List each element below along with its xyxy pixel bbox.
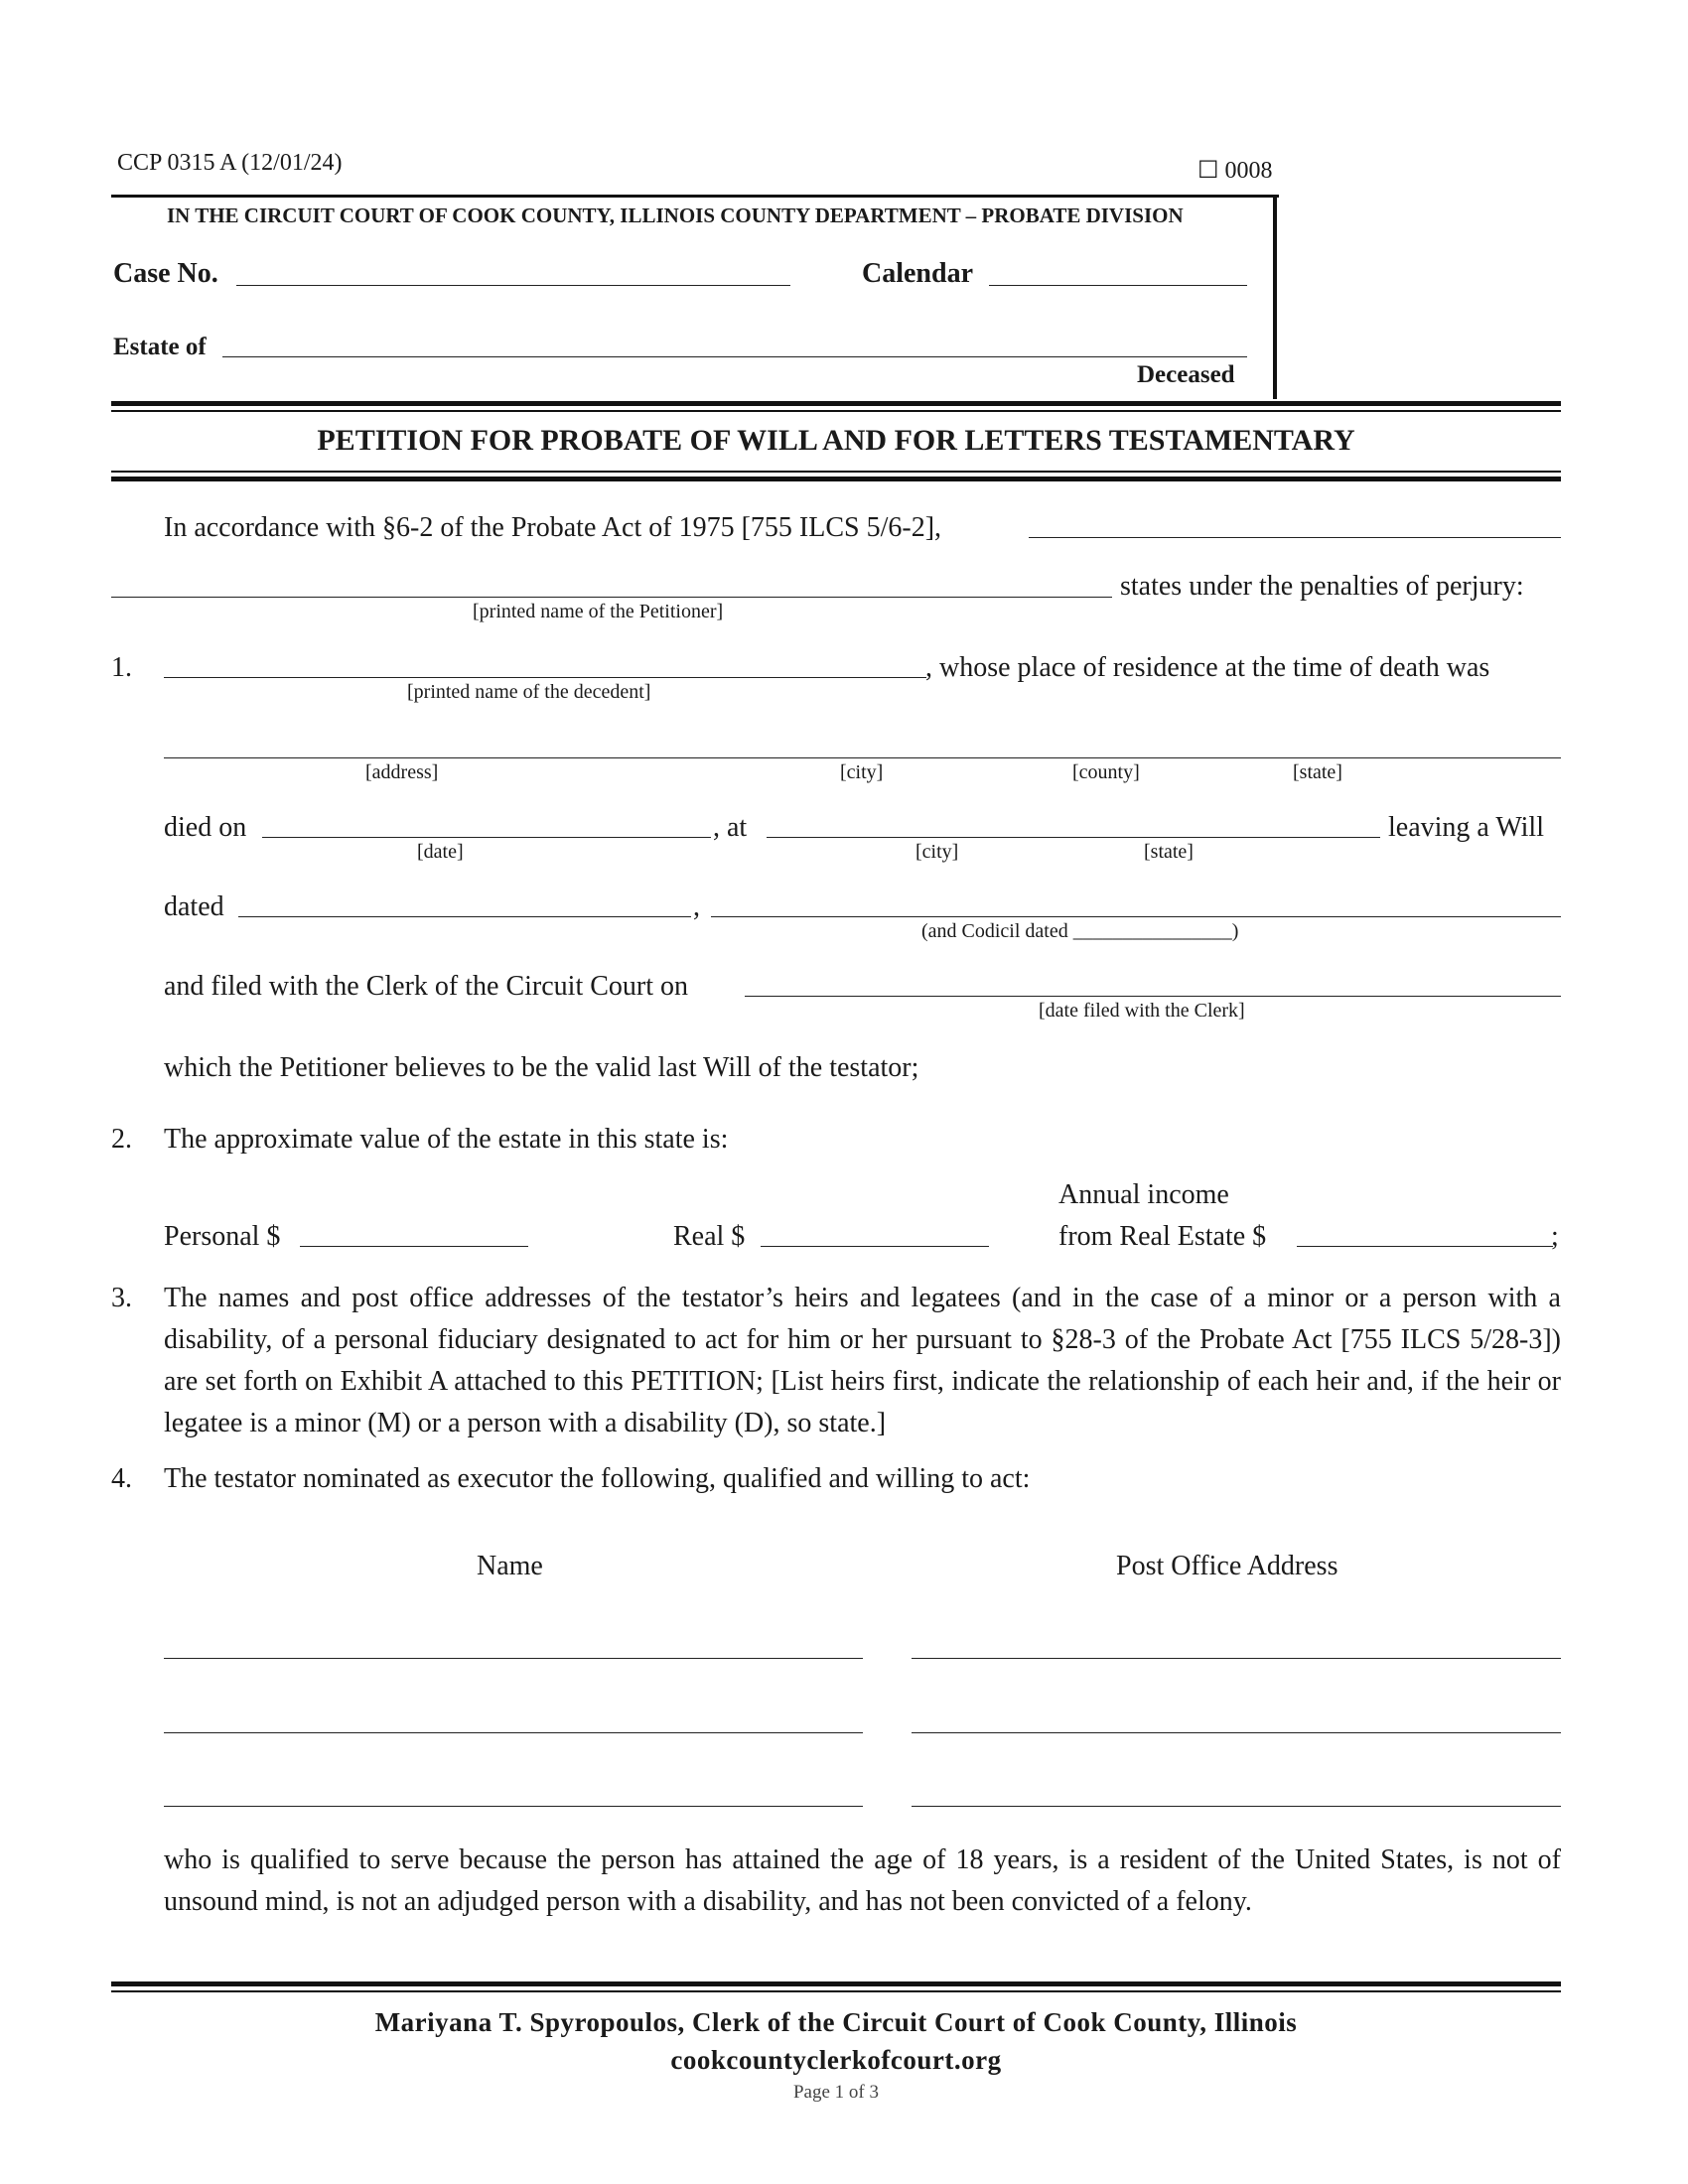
leaving-will-label: leaving a Will	[1388, 812, 1544, 843]
item3-number: 3.	[111, 1283, 132, 1313]
accordance-text: In accordance with §6-2 of the Probate Act of 1975 [755 ILCS 5/6-2],	[164, 512, 942, 543]
personal-value-field[interactable]	[300, 1246, 528, 1247]
codicil-field[interactable]	[711, 916, 1561, 917]
annual-income-field[interactable]	[1297, 1246, 1553, 1247]
header-right-rule	[1273, 195, 1277, 399]
address-hint: [address]	[365, 761, 439, 783]
petitioner-line-1[interactable]	[1029, 537, 1561, 538]
at-label: , at	[713, 812, 748, 843]
estate-of-field[interactable]	[222, 356, 1247, 357]
header-top-rule	[111, 195, 1279, 198]
footer-thick-rule	[111, 1981, 1561, 1986]
death-place-field[interactable]	[767, 837, 1380, 838]
executor-name-field-1[interactable]	[164, 1658, 863, 1659]
clerk-website[interactable]: cookcountyclerkofcourt.org	[670, 2045, 1002, 2075]
will-date-field[interactable]	[238, 916, 691, 917]
title-top-thin-rule	[111, 410, 1561, 412]
calendar-field[interactable]	[989, 285, 1247, 286]
item4-number: 4.	[111, 1463, 132, 1494]
calendar-label: Calendar	[862, 258, 973, 289]
annual-income-label: Annual income	[1058, 1179, 1229, 1210]
item4-text: The testator nominated as executor the following, qualified and willing to act:	[164, 1463, 1031, 1494]
item2-number: 2.	[111, 1124, 132, 1155]
item1-number: 1.	[111, 652, 132, 683]
executor-address-field-2[interactable]	[912, 1732, 1561, 1733]
from-real-estate-label: from Real Estate $	[1058, 1221, 1267, 1252]
county-hint: [county]	[1072, 761, 1140, 783]
page-number: Page 1 of 3	[792, 2082, 879, 2103]
died-on-label: died on	[164, 812, 247, 843]
dated-label: dated	[164, 891, 224, 922]
executor-name-header: Name	[477, 1551, 543, 1581]
executor-name-field-2[interactable]	[164, 1732, 863, 1733]
qualified-text: who is qualified to serve because the person has attained the age of 18 years, is a resident of the United States, is not of unsound mind, is not an adjudged person with a disability, and has not been convicted of a felony.	[164, 1844, 1561, 1917]
title-bottom-thin-rule	[111, 471, 1561, 473]
death-city-hint: [city]	[915, 841, 959, 863]
death-state-hint: [state]	[1144, 841, 1194, 863]
footer-thin-rule	[111, 1990, 1561, 1992]
executor-address-field-1[interactable]	[912, 1658, 1561, 1659]
case-no-field[interactable]	[236, 285, 790, 286]
decedent-hint: [printed name of the decedent]	[407, 681, 651, 703]
title-bottom-thick-rule	[111, 477, 1561, 481]
income-semicolon: ;	[1551, 1221, 1559, 1252]
petition-title: PETITION FOR PROBATE OF WILL AND FOR LETTERS TESTAMENTARY	[317, 424, 1355, 457]
deceased-label: Deceased	[1137, 361, 1235, 388]
death-date-field[interactable]	[262, 837, 711, 838]
codicil-hint: (and Codicil dated ________________)	[921, 920, 1239, 942]
real-label: Real $	[673, 1221, 746, 1252]
form-code: CCP 0315 A (12/01/24)	[117, 150, 343, 176]
court-title: IN THE CIRCUIT COURT OF COOK COUNTY, ILLINOIS COUNTY DEPARTMENT – PROBATE DIVISION	[167, 204, 1184, 227]
petitioner-hint: [printed name of the Petitioner]	[473, 601, 724, 622]
item2-text: The approximate value of the estate in this state is:	[164, 1124, 729, 1155]
filed-hint: [date filed with the Clerk]	[1039, 1000, 1245, 1022]
state-hint: [state]	[1293, 761, 1342, 783]
believes-text: which the Petitioner believes to be the valid last Will of the testator;	[164, 1052, 919, 1083]
filed-date-field[interactable]	[745, 996, 1561, 997]
decedent-name-field[interactable]	[164, 677, 926, 678]
petitioner-name-field[interactable]	[111, 597, 1112, 598]
residence-address-field[interactable]	[164, 757, 1561, 758]
real-value-field[interactable]	[761, 1246, 989, 1247]
city-hint: [city]	[840, 761, 884, 783]
executor-address-field-3[interactable]	[912, 1806, 1561, 1807]
case-no-label: Case No.	[113, 258, 218, 289]
executor-name-field-3[interactable]	[164, 1806, 863, 1807]
executor-address-header: Post Office Address	[1116, 1551, 1338, 1581]
date-hint: [date]	[417, 841, 464, 863]
residence-text: , whose place of residence at the time of death was	[925, 652, 1490, 683]
dated-comma: ,	[693, 891, 700, 922]
clerk-line: Mariyana T. Spyropoulos, Clerk of the Circuit Court of Cook County, Illinois	[374, 2007, 1298, 2037]
item3-text: The names and post office addresses of the testator’s heirs and legatees (and in the case of a minor or a person with a disability, of a personal fiduciary designated to act for him or her pursuant to §28-3 of the Probate Act [755 ILCS 5/28-3]) are set forth on Exhibit A attached to this PETITION; [List heirs first, indicate the relationship of each heir and, if the heir or legatee is a minor (M) or a person with a disability (D), so state.]	[164, 1283, 1561, 1438]
states-text: states under the penalties of perjury:	[1120, 571, 1524, 602]
title-top-thick-rule	[111, 401, 1561, 406]
personal-label: Personal $	[164, 1221, 281, 1252]
form-number: ☐ 0008	[1197, 158, 1273, 184]
estate-of-label: Estate of	[113, 334, 207, 360]
filed-label: and filed with the Clerk of the Circuit Court on	[164, 971, 689, 1002]
